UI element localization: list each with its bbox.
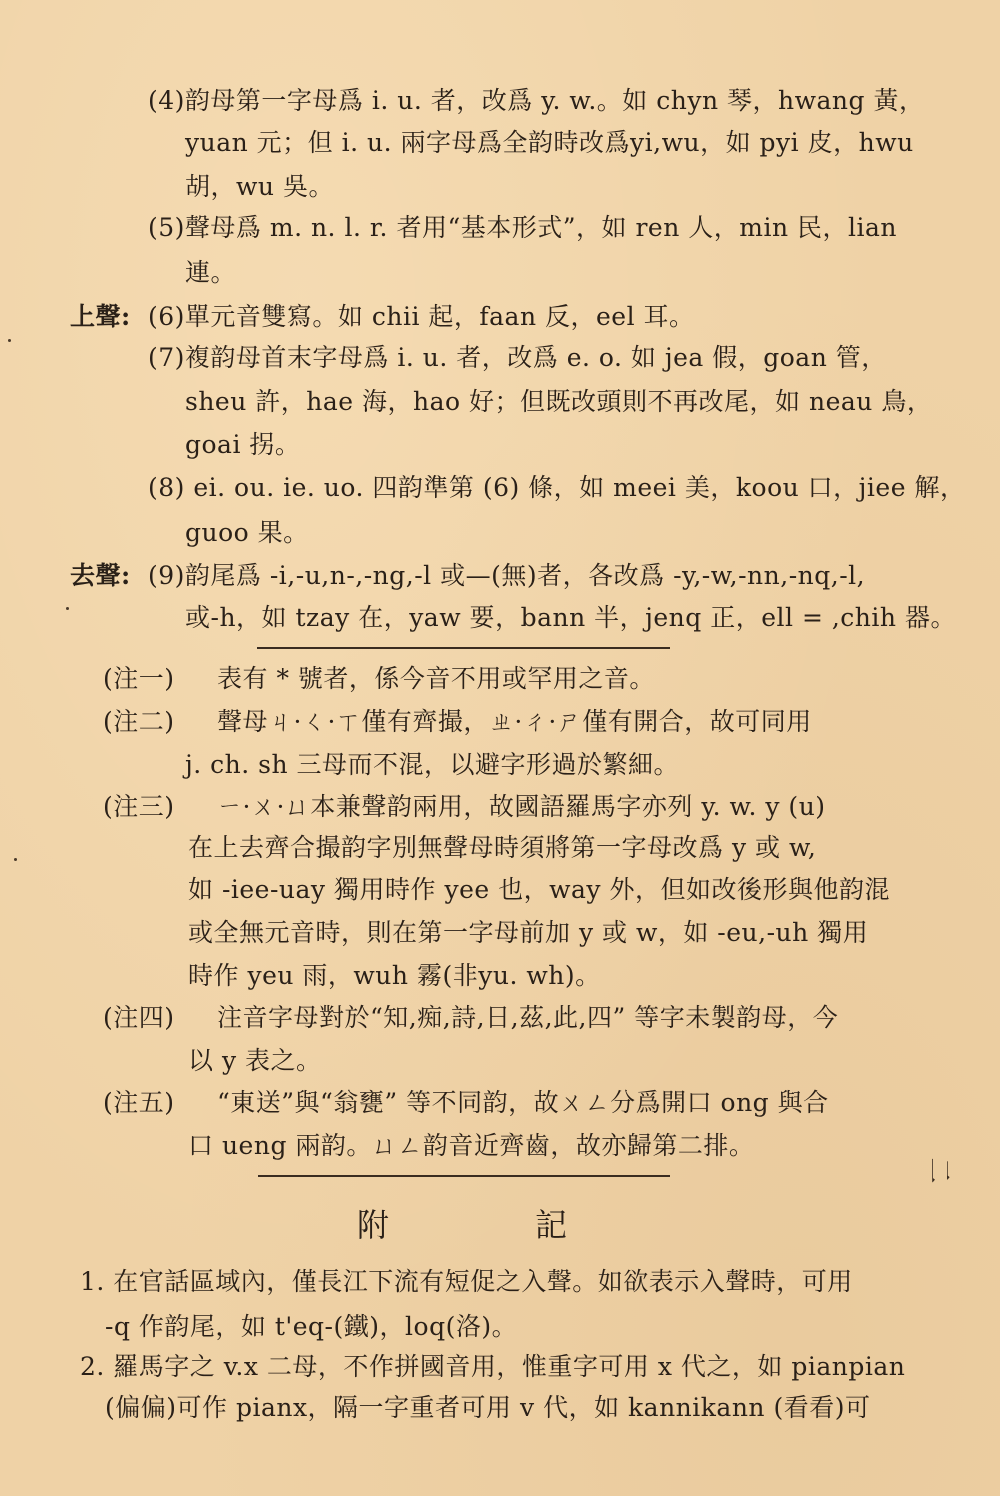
appendix-item-2-line-1: 2. 羅馬字之 v.x 二母，不作拼國音用，惟重字可用 x 代之，如 pianpian — [80, 1352, 906, 1381]
departing-tone-label: 去聲: — [70, 561, 131, 590]
note-5-line-2: 口 ueng 兩韵。ㄩㄥ韵音近齊齒，故亦歸第二排。 — [188, 1131, 755, 1160]
note-5-label: (注五) — [103, 1088, 175, 1117]
note-1-label: (注一) — [103, 664, 175, 693]
paper-speck — [14, 858, 17, 861]
appendix-divider — [258, 1175, 670, 1177]
rule-6-line-1: (6)單元音雙寫。如 chii 起，faan 反，eel 耳。 — [148, 302, 695, 331]
appendix-item-1-line-1: 1. 在官話區域內，僅長江下流有短促之入聲。如欲表示入聲時，可用 — [80, 1267, 853, 1296]
note-5-line-1: “東送”與“翁甕” 等不同韵，故ㄨㄥ分爲開口 ong 與合 — [217, 1088, 829, 1117]
note-3-line-3: 如 -iee-uay 獨用時作 yee 也，way 外，但如改後形與他韵混 — [188, 875, 890, 904]
section-divider — [257, 647, 670, 649]
rule-8-line-1: (8) ei. ou. ie. uo. 四韵準第 (6) 條，如 meei 美，koou 口，jiee 解， — [148, 473, 966, 502]
note-1-line-1: 表有 * 號者，係今音不用或罕用之音。 — [217, 664, 655, 693]
rule-9-line-1: (9)韵尾爲 -i,-u,n-,-ng,-l 或—(無)者，各改爲 -y,-w,-nn,-nq,-l, — [148, 561, 866, 590]
note-4-line-1: 注音字母對於“知,痴,詩,日,茲,此,四” 等字未製韵母，今 — [217, 1003, 839, 1032]
rule-5-line-1: (5)聲母爲 m. n. l. r. 者用“基本形式”，如 ren 人，min 民，lian — [148, 213, 897, 242]
note-2-line-1: 聲母ㄐ·ㄑ·ㄒ僅有齊撮，ㄓ·ㄔ·ㄕ僅有開合，故可同用 — [217, 707, 812, 736]
rule-7-line-2: sheu 許，hae 海，hao 好；但既改頭則不再改尾，如 neau 鳥， — [185, 387, 933, 416]
rule-5-line-2: 連。 — [185, 258, 237, 287]
paper-speck — [8, 339, 11, 342]
note-2-line-2: j. ch. sh 三母而不混，以避字形過於繁細。 — [185, 750, 680, 779]
note-3-line-1: ㄧ·ㄨ·ㄩ本兼聲韵兩用，故國語羅馬字亦列 y. w. y (u) — [217, 792, 826, 821]
rule-4-line-2: yuan 元；但 i. u. 兩字母爲全韵時改爲yi,wu，如 pyi 皮，hwu — [185, 128, 914, 157]
page-number: 二 — [923, 1157, 954, 1184]
appendix-item-2-line-2: (偏偏)可作 pianx，隔一字重者可用 v 代，如 kannikann (看看)可 — [105, 1393, 871, 1422]
rule-4-line-3: 胡，wu 吳。 — [185, 172, 334, 201]
note-3-line-4: 或全無元音時，則在第一字母前加 y 或 w，如 -eu,-uh 獨用 — [188, 918, 869, 947]
appendix-title-char-2: 記 — [535, 1206, 568, 1244]
rule-4-line-1: (4)韵母第一字母爲 i. u. 者，改爲 y. w.。如 chyn 琴，hwang 黃， — [148, 86, 925, 115]
rule-8-line-2: guoo 果。 — [185, 518, 309, 547]
note-3-line-2: 在上去齊合撮韵字別無聲母時須將第一字母改爲 y 或 w, — [188, 833, 817, 862]
note-4-label: (注四) — [103, 1003, 175, 1032]
paper-speck — [66, 607, 69, 610]
rule-7-line-3: goai 拐。 — [185, 430, 301, 459]
note-3-line-5: 時作 yeu 雨，wuh 霧(非yu. wh)。 — [188, 961, 601, 990]
rising-tone-label: 上聲: — [70, 302, 131, 331]
note-3-label: (注三) — [103, 792, 175, 821]
note-4-line-2: 以 y 表之。 — [188, 1046, 322, 1075]
appendix-item-1-line-2: -q 作韵尾，如 t'eq-(鐵)，loq(洛)。 — [105, 1312, 518, 1341]
rule-7-line-1: (7)複韵母首末字母爲 i. u. 者，改爲 e. o. 如 jea 假，goan 管， — [148, 343, 887, 372]
rule-9-line-2: 或-h，如 tzay 在，yaw 要，bann 半，jenq 正，ell = ,chih 器。 — [185, 603, 956, 632]
appendix-title-char-1: 附 — [357, 1206, 390, 1244]
note-2-label: (注二) — [103, 707, 175, 736]
